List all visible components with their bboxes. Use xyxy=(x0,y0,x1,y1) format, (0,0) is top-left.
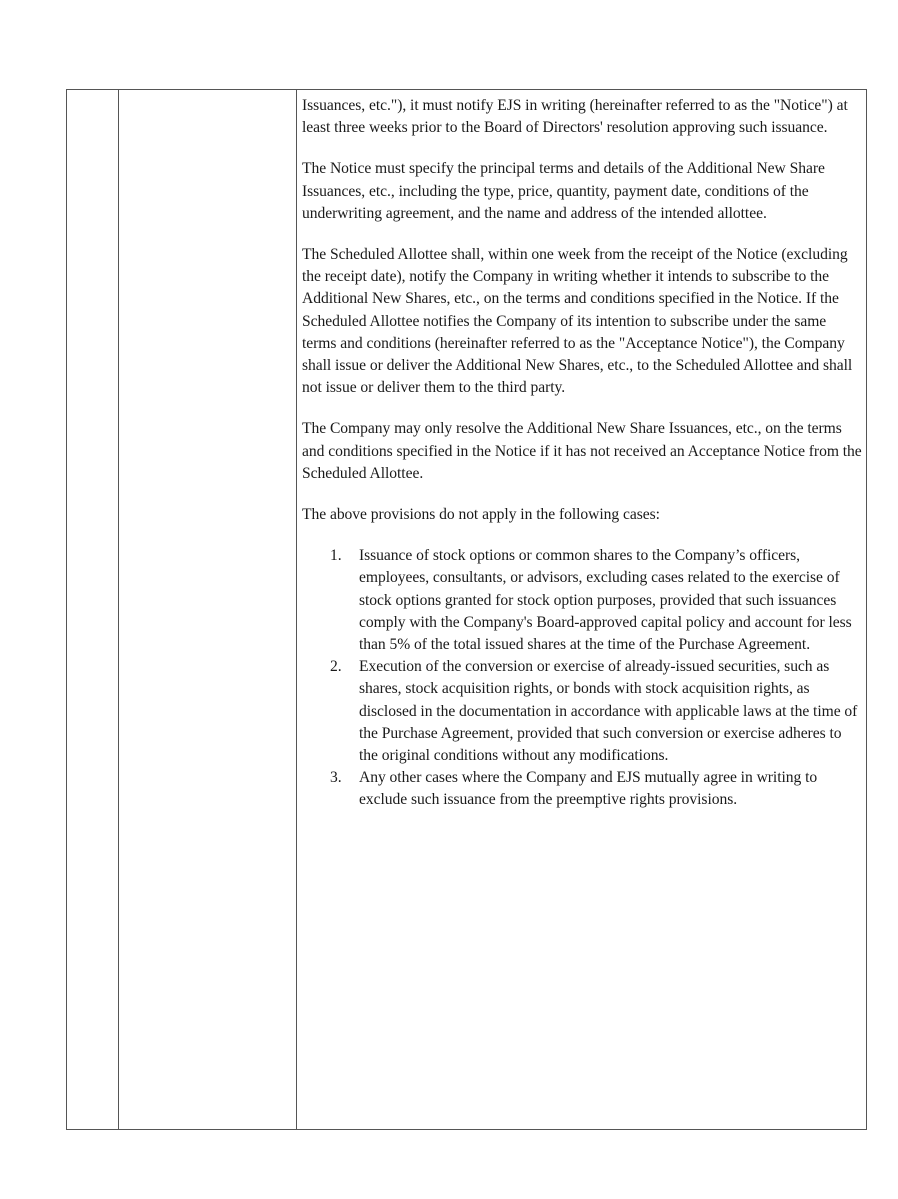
content-cell xyxy=(302,95,864,812)
paragraph-notice-contents: The Notice must specify the principal terms and details of the Additional New Share Issuances, etc., including the type, price, quantity, payment date, conditions of the underwriting agreement, and the name and address of the intended allottee. xyxy=(302,160,825,222)
table-column-divider xyxy=(296,90,297,1129)
list-item-text: Issuance of stock options or common shares to the Company’s officers, employees, consultants, or advisors, excluding cases related to the exercise of stock options granted for stock option purposes, provided that such issuances comply with the Company's Board-approved capital policy and account for less than 5% of the total issued shares at the time of the Purchase Agreement. xyxy=(359,547,852,654)
list-item-text: Execution of the conversion or exercise of already-issued securities, such as shares, stock acquisition rights, or bonds with stock acquisition rights, as disclosed in the documentation in accordance with applicable laws at the time of the Purchase Agreement, provided that such conversion or exercise adheres to the original conditions without any modifications. xyxy=(359,658,858,765)
list-item xyxy=(302,656,864,767)
paragraph-notice-requirement: Issuances, etc."), it must notify EJS in writing (hereinafter referred to as the "Notice") at least three weeks prior to the Board of Directors' resolution approving such issuance. xyxy=(302,97,848,137)
paragraph-exceptions-intro: The above provisions do not apply in the following cases: xyxy=(302,506,660,524)
paragraph-scheduled-allottee: The Scheduled Allottee shall, within one week from the receipt of the Notice (excluding the receipt date), notify the Company in writing whether it intends to subscribe to the Additional New Shares, etc., on the terms and conditions specified in the Notice. If the Scheduled Allottee notifies the Company of its intention to subscribe under the same terms and conditions (hereinafter referred to as the "Acceptance Notice"), the Company shall issue or deliver the Additional New Shares, etc., to the Scheduled Allottee and shall not issue or deliver them to the third party. xyxy=(302,246,853,397)
exceptions-list xyxy=(302,545,864,811)
list-item xyxy=(302,545,864,656)
list-item xyxy=(302,767,864,811)
paragraph-company-resolution: The Company may only resolve the Additional New Share Issuances, etc., on the terms and conditions specified in the Notice if it has not received an Acceptance Notice from the Scheduled Allottee. xyxy=(302,420,862,482)
list-item-number: 2. xyxy=(330,658,342,676)
list-item-text: Any other cases where the Company and EJS mutually agree in writing to exclude such issuance from the preemptive rights provisions. xyxy=(359,769,818,809)
list-item-number: 3. xyxy=(330,769,342,787)
table-column-divider xyxy=(118,90,119,1129)
list-item-number: 1. xyxy=(330,547,342,565)
document-table xyxy=(66,89,867,1130)
